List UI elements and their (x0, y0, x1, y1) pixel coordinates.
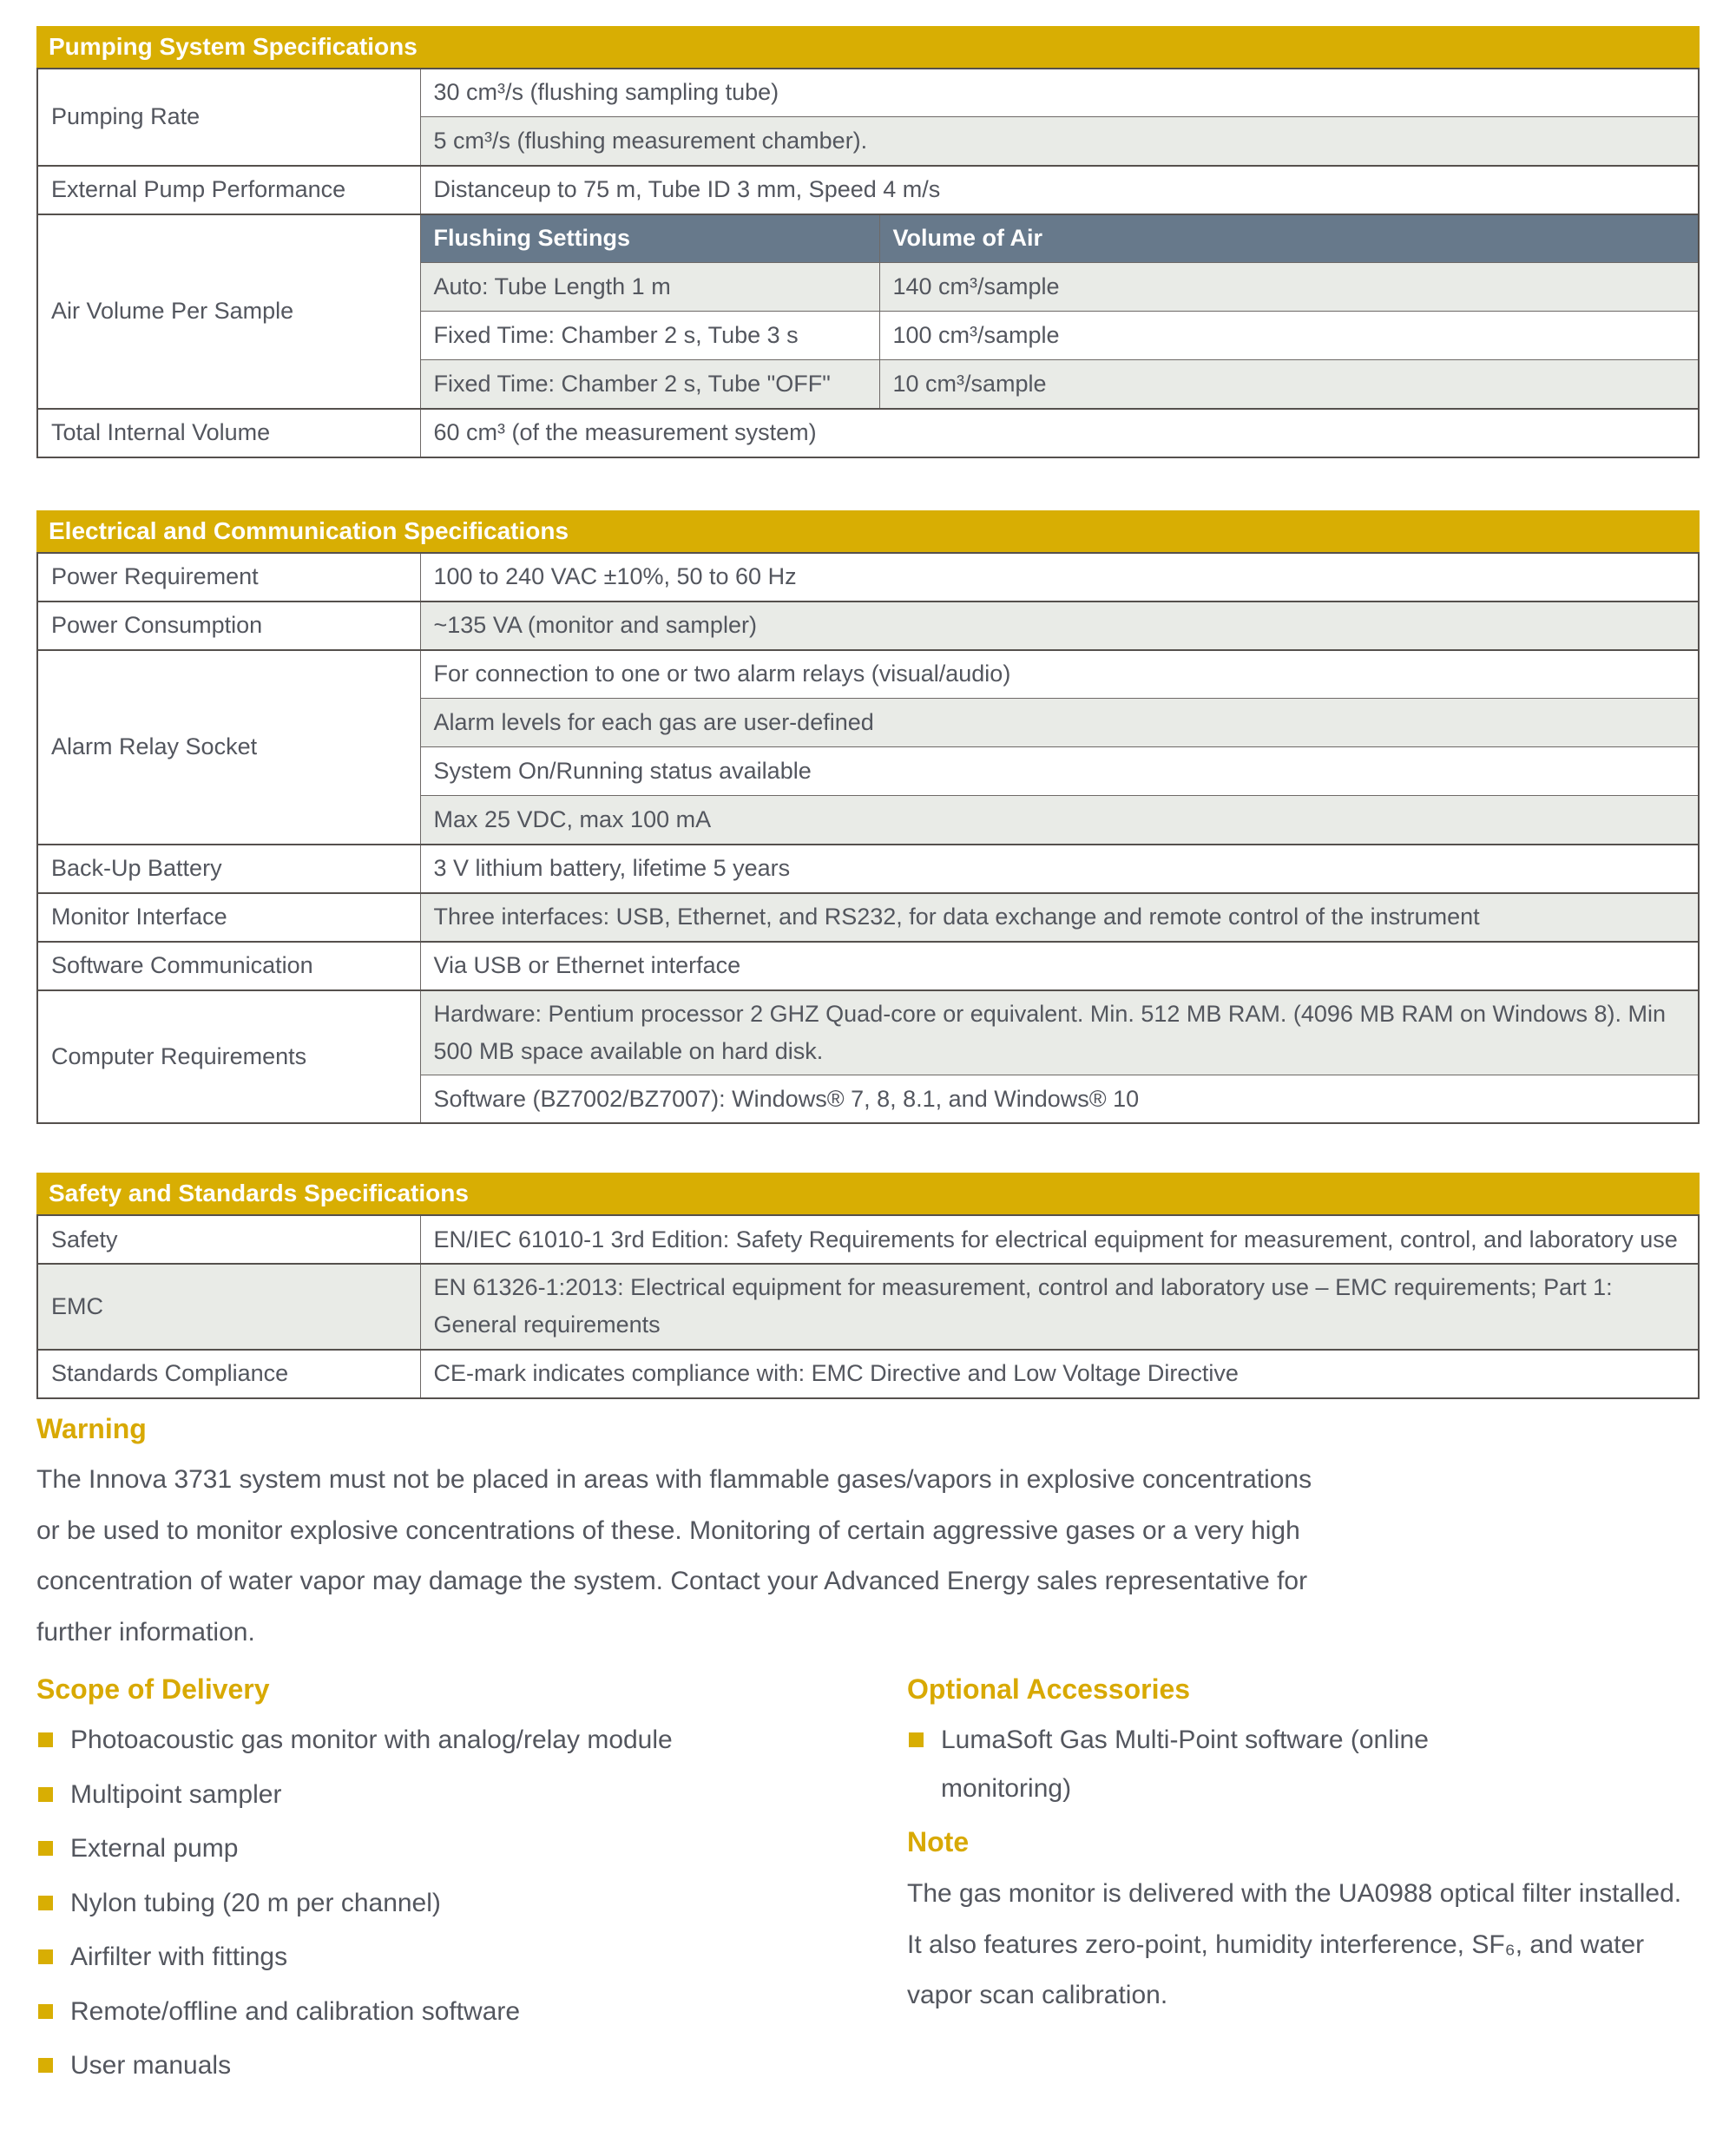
safety-specs-section (36, 1173, 1700, 1398)
table-row (37, 942, 1699, 990)
software-comm-value: Via USB or Ethernet interface (420, 942, 1699, 990)
note-section (907, 1826, 1700, 2021)
bullet-square-icon (38, 1787, 53, 1802)
scope-list (36, 1716, 848, 2090)
electrical-specs-section (36, 510, 1700, 1125)
list-item-label: User manuals (70, 2051, 232, 2081)
bullet-square-icon (909, 1732, 924, 1747)
optional-accessories-section (907, 1673, 1700, 1812)
table-row (37, 602, 1699, 650)
table-row (37, 214, 1699, 263)
pumping-rate-value-2: 5 cm³/s (flushing measurement chamber). (420, 117, 1699, 166)
table-row (37, 990, 1699, 1075)
note-text: The gas monitor is delivered with the UA0988 optical filter installed. It also features zero-point, humidity interference, SF₆, and water vapor scan calibration. (907, 1879, 1682, 2010)
total-volume-label: Total Internal Volume (37, 409, 420, 457)
table-row (37, 553, 1699, 602)
electrical-specs-table (36, 552, 1700, 1125)
list-item (907, 1716, 1700, 1812)
list-item-label: Remote/offline and calibration software (70, 1996, 521, 2026)
list-item-label: Multipoint sampler (70, 1779, 282, 1809)
pumping-table-title: Pumping System Specifications (36, 26, 1700, 68)
bullet-square-icon (38, 1949, 53, 1964)
bullet-square-icon (38, 1896, 53, 1910)
external-pump-label: External Pump Performance (37, 166, 420, 214)
pumping-specs-table (36, 68, 1700, 458)
computer-req-value-2: Software (BZ7002/BZ7007): Windows® 7, 8, 8.1, and Windows® 10 (420, 1075, 1699, 1123)
list-item (36, 1824, 848, 1873)
standards-value: CE-mark indicates compliance with: EMC Directive and Low Voltage Directive (420, 1350, 1699, 1398)
list-item-label: LumaSoft Gas Multi-Point software (online monitoring) (941, 1726, 1429, 1803)
list-item (36, 1879, 848, 1928)
note-heading: Note (907, 1826, 970, 1858)
scope-of-delivery-section (36, 1673, 848, 2095)
computer-req-label: Computer Requirements (37, 990, 420, 1124)
external-pump-value: Distanceup to 75 m, Tube ID 3 mm, Speed 4 m/s (420, 166, 1699, 214)
emc-label: EMC (37, 1264, 420, 1349)
table-row (37, 69, 1699, 117)
table-row (37, 650, 1699, 699)
table-row (37, 893, 1699, 942)
list-item (36, 1716, 848, 1765)
alarm-relay-value-2: Alarm levels for each gas are user-defined (420, 699, 1699, 747)
air-volume-label: Air Volume Per Sample (37, 214, 420, 409)
list-item-label: Nylon tubing (20 m per channel) (70, 1888, 441, 1917)
bullet-square-icon (38, 2058, 53, 2073)
safety-label: Safety (37, 1215, 420, 1264)
list-item (36, 1771, 848, 1819)
alarm-relay-value-3: System On/Running status available (420, 747, 1699, 796)
accessories-list (907, 1716, 1700, 1812)
total-volume-value: 60 cm³ (of the measurement system) (420, 409, 1699, 457)
flush-setting-cell: Fixed Time: Chamber 2 s, Tube 3 s (420, 312, 879, 360)
monitor-interface-value: Three interfaces: USB, Ethernet, and RS232, for data exchange and remote control of the instrument (420, 893, 1699, 942)
power-cons-label: Power Consumption (37, 602, 420, 650)
warning-text: The Innova 3731 system must not be placed in areas with flammable gases/vapors in explosive concentrations or be used to monitor explosive concentrations of these. Monitoring of certain aggressive gases or a very high concentration of water vapor may damage the system. Contact your Advanced Energy sales representative for further information. (36, 1465, 1312, 1647)
flush-volume-cell: 10 cm³/sample (879, 360, 1699, 409)
electrical-table-title: Electrical and Communication Specifications (36, 510, 1700, 552)
list-item (36, 1988, 848, 2036)
table-row (37, 1215, 1699, 1264)
bottom-columns (36, 1673, 1700, 2095)
warning-section (36, 1413, 1700, 1659)
flushing-settings-header: Flushing Settings (420, 214, 879, 263)
safety-specs-table (36, 1214, 1700, 1398)
scope-heading: Scope of Delivery (36, 1673, 270, 1706)
list-item-label: External pump (70, 1834, 239, 1864)
list-item-label: Photoacoustic gas monitor with analog/relay module (70, 1726, 673, 1755)
battery-value: 3 V lithium battery, lifetime 5 years (420, 845, 1699, 893)
alarm-relay-value-4: Max 25 VDC, max 100 mA (420, 796, 1699, 845)
table-row (37, 1350, 1699, 1398)
alarm-relay-label: Alarm Relay Socket (37, 650, 420, 845)
flush-setting-cell: Fixed Time: Chamber 2 s, Tube "OFF" (420, 360, 879, 409)
list-item (36, 1933, 848, 1982)
table-row (37, 845, 1699, 893)
computer-req-value-1: Hardware: Pentium processor 2 GHZ Quad-core or equivalent. Min. 512 MB RAM. (4096 MB RAM on Windows 8). Min 500 MB space available on hard disk. (420, 990, 1699, 1075)
bullet-square-icon (38, 1841, 53, 1856)
bullet-square-icon (38, 2004, 53, 2019)
safety-value: EN/IEC 61010-1 3rd Edition: Safety Requirements for electrical equipment for measurement, control, and laboratory use (420, 1215, 1699, 1264)
volume-of-air-header: Volume of Air (879, 214, 1699, 263)
list-item-label: Airfilter with fittings (70, 1943, 288, 1972)
monitor-interface-label: Monitor Interface (37, 893, 420, 942)
flush-volume-cell: 100 cm³/sample (879, 312, 1699, 360)
emc-value: EN 61326-1:2013: Electrical equipment for measurement, control and laboratory use – EMC requirements; Part 1: General requirements (420, 1264, 1699, 1349)
flush-setting-cell: Auto: Tube Length 1 m (420, 263, 879, 312)
bullet-square-icon (38, 1732, 53, 1747)
right-column (907, 1673, 1700, 2095)
table-row (37, 409, 1699, 457)
accessories-heading: Optional Accessories (907, 1673, 1191, 1706)
warning-heading: Warning (36, 1412, 147, 1444)
safety-table-title: Safety and Standards Specifications (36, 1173, 1700, 1214)
power-req-label: Power Requirement (37, 553, 420, 602)
flush-volume-cell: 140 cm³/sample (879, 263, 1699, 312)
pumping-rate-label: Pumping Rate (37, 69, 420, 166)
pumping-specs-section (36, 26, 1700, 458)
standards-label: Standards Compliance (37, 1350, 420, 1398)
list-item (36, 2041, 848, 2090)
table-row (37, 1264, 1699, 1349)
table-row (37, 166, 1699, 214)
power-cons-value: ~135 VA (monitor and sampler) (420, 602, 1699, 650)
pumping-rate-value-1: 30 cm³/s (flushing sampling tube) (420, 69, 1699, 117)
alarm-relay-value-1: For connection to one or two alarm relays (visual/audio) (420, 650, 1699, 699)
battery-label: Back-Up Battery (37, 845, 420, 893)
software-comm-label: Software Communication (37, 942, 420, 990)
power-req-value: 100 to 240 VAC ±10%, 50 to 60 Hz (420, 553, 1699, 602)
